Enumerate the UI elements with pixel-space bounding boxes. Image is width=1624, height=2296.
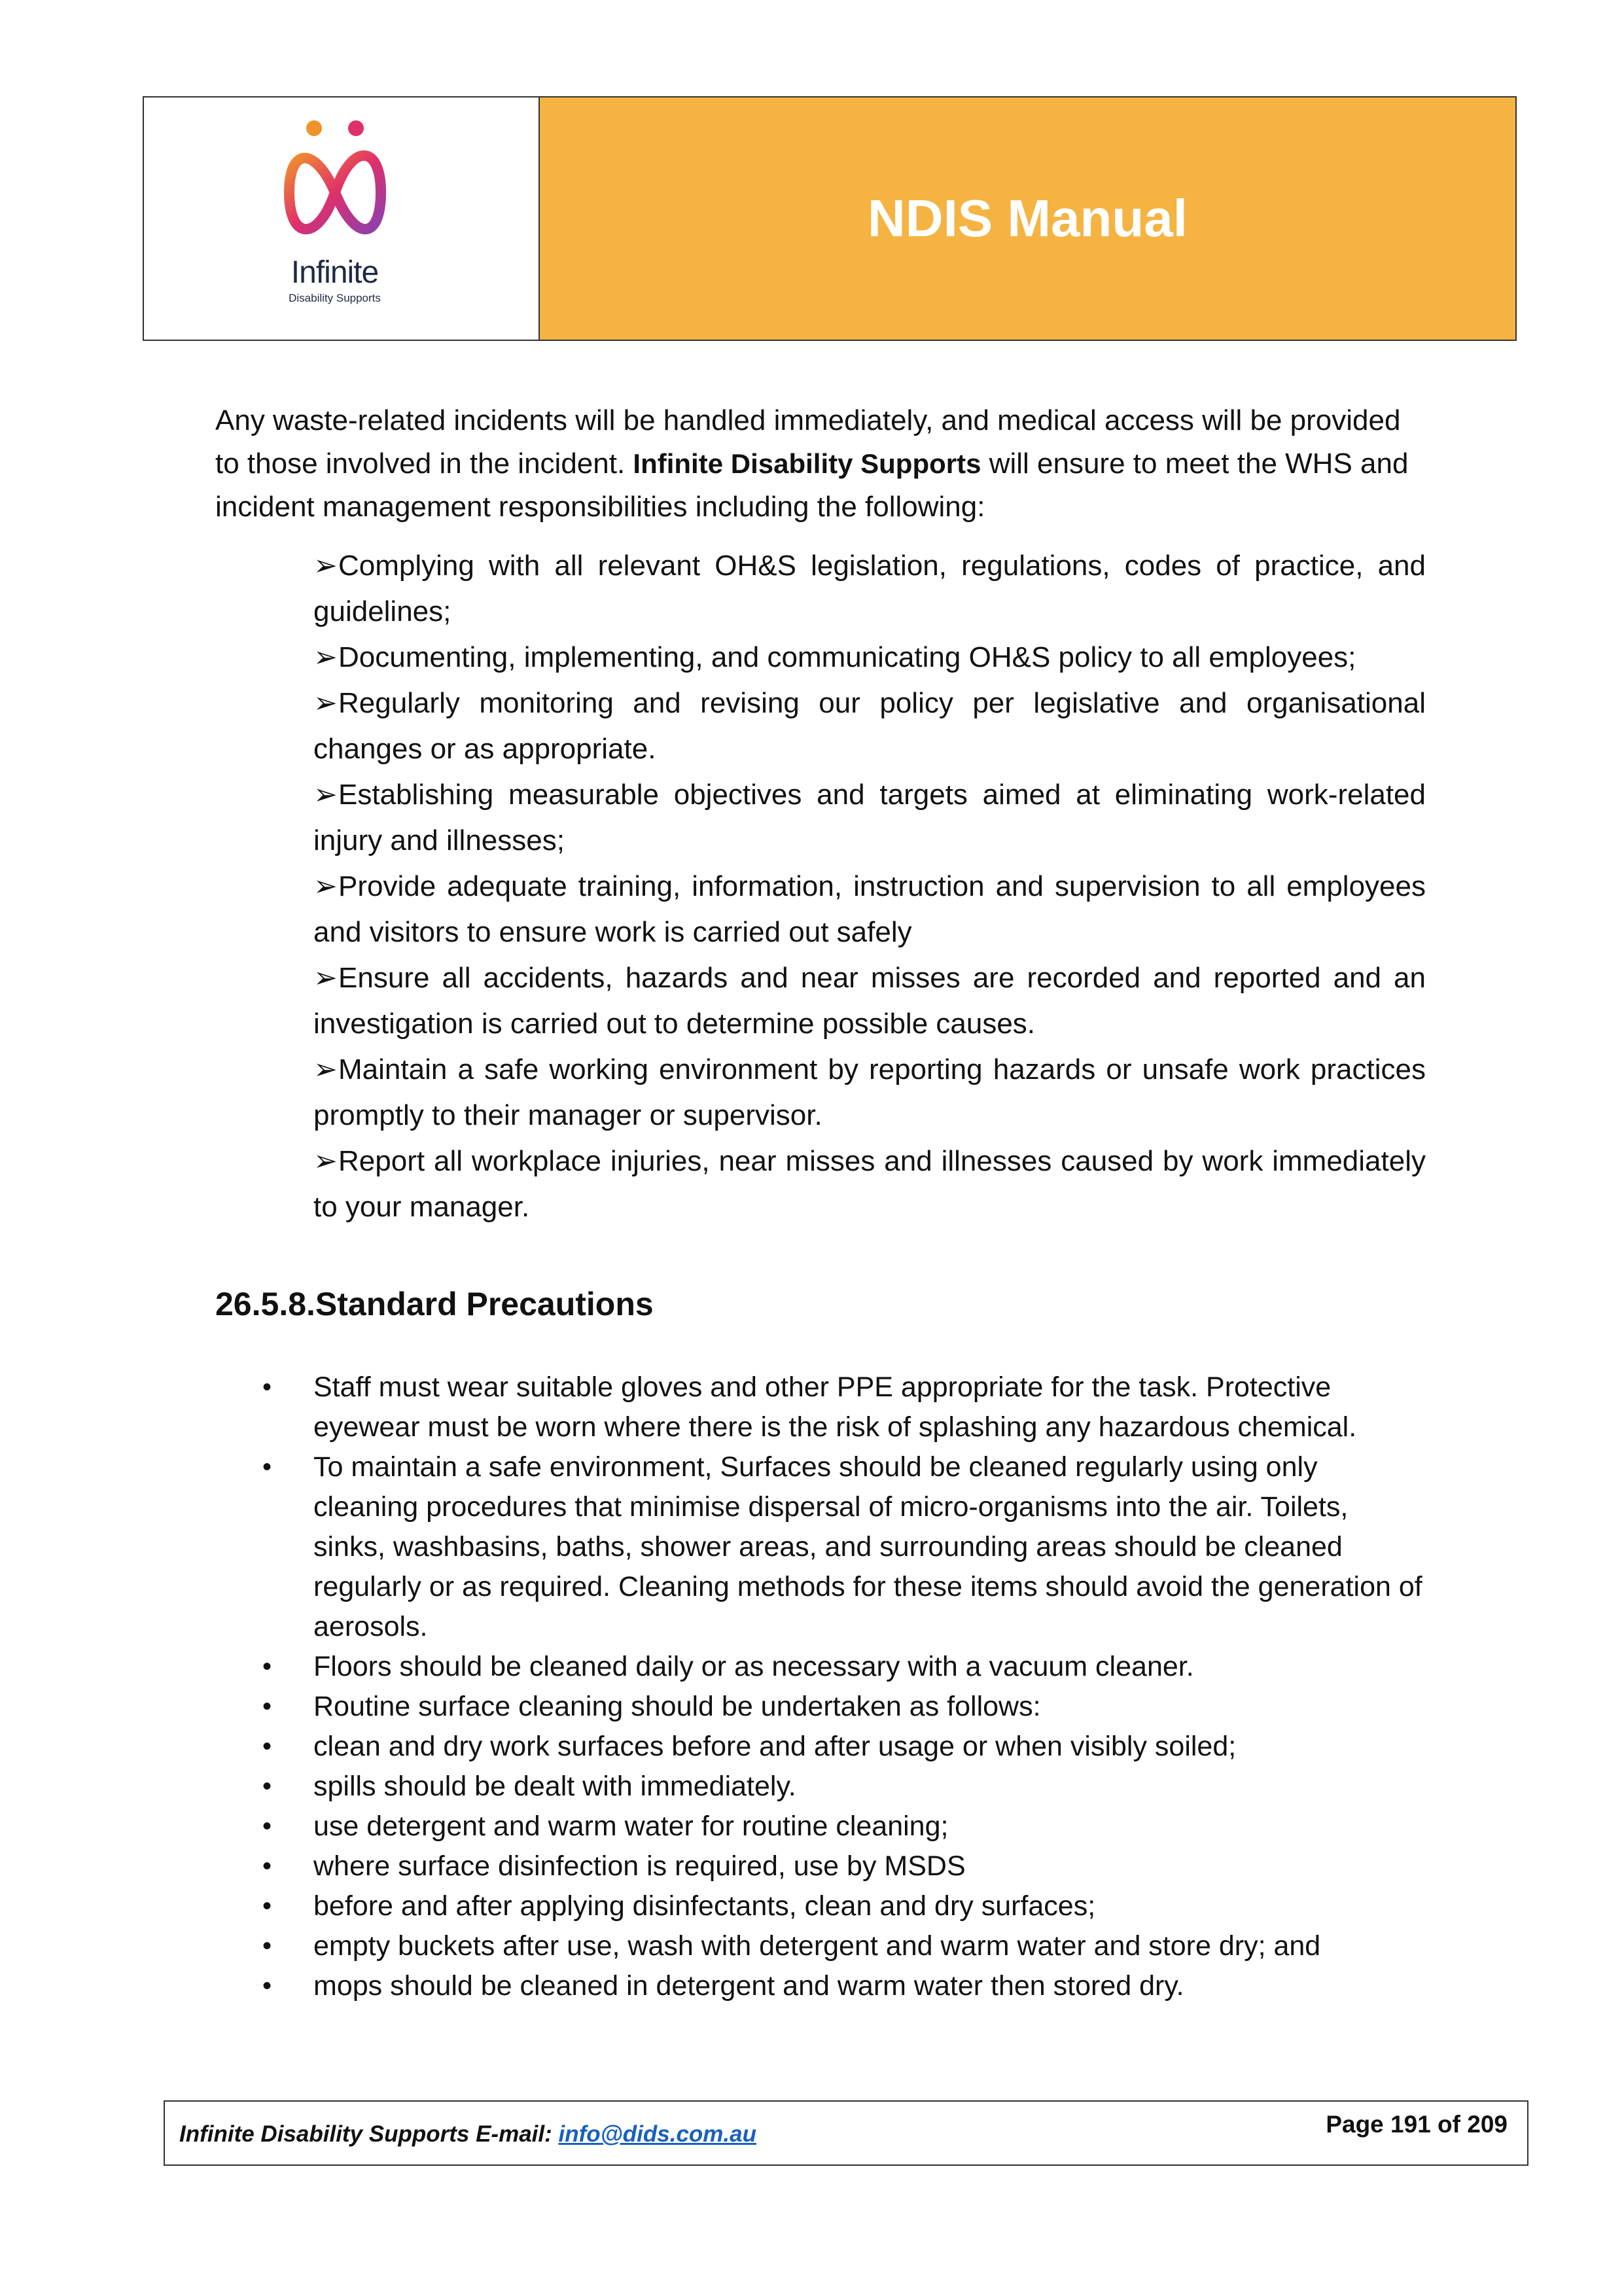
- bullet-icon: •: [262, 1852, 272, 1881]
- bullet-icon: •: [262, 1453, 272, 1481]
- list-item: • clean and dry work surfaces before and after usage or when visibly soiled;: [313, 1727, 1426, 1767]
- logo-cell: [144, 97, 540, 340]
- list-item: • empty buckets after use, wash with detergent and warm water and store dry; and: [313, 1926, 1426, 1966]
- list-item: • use detergent and warm water for routine cleaning;: [313, 1807, 1426, 1846]
- footer-contact: [179, 2121, 756, 2147]
- section-title: Standard Precautions: [315, 1286, 654, 1322]
- bullet-icon: •: [262, 1932, 272, 1960]
- section-number: 26.5.8.: [215, 1286, 315, 1322]
- list-item: ➢Complying with all relevant OH&S legislation, regulations, codes of practice, and guidelines;: [313, 543, 1426, 635]
- page-header: [143, 96, 1517, 341]
- list-item: • Routine surface cleaning should be undertaken as follows:: [313, 1687, 1426, 1727]
- list-item: ➢Establishing measurable objectives and targets aimed at eliminating work-related injury and illnesses;: [313, 772, 1426, 864]
- organisation-name: Infinite Disability Supports: [633, 448, 981, 479]
- list-item: ➢Ensure all accidents, hazards and near misses are recorded and reported and an investigation is carried out to determine possible causes.: [313, 955, 1426, 1047]
- bullet-icon: •: [262, 1812, 272, 1841]
- list-item: ➢Documenting, implementing, and communicating OH&S policy to all employees;: [313, 635, 1426, 680]
- list-item: • where surface disinfection is required, use by MSDS: [313, 1846, 1426, 1886]
- list-item: • Floors should be cleaned daily or as necessary with a vacuum cleaner.: [313, 1647, 1426, 1687]
- list-item: • before and after applying disinfectants, clean and dry surfaces;: [313, 1886, 1426, 1926]
- list-item: ➢Regularly monitoring and revising our policy per legislative and organisational changes or as appropriate.: [313, 680, 1426, 772]
- page-body: [215, 399, 1426, 2006]
- bullet-icon: •: [262, 1373, 272, 1402]
- intro-paragraph: [215, 399, 1426, 529]
- precautions-list: [215, 1368, 1426, 2006]
- arrow-bullet-icon: ➢: [313, 779, 338, 811]
- footer-org-label: Infinite Disability Supports E-mail:: [179, 2121, 559, 2147]
- bullet-icon: •: [262, 1772, 272, 1801]
- logo-wordmark: Infinite: [291, 255, 379, 290]
- list-item: • Staff must wear suitable gloves and other PPE appropriate for the task. Protective eyewear must be worn where there is the risk of splashing any hazardous chemical.: [313, 1368, 1426, 1447]
- bullet-icon: •: [262, 1892, 272, 1920]
- bullet-icon: •: [262, 1971, 272, 2000]
- email-link[interactable]: info@dids.com.au: [558, 2121, 756, 2147]
- arrow-bullet-icon: ➢: [313, 870, 338, 902]
- bullet-icon: •: [262, 1732, 272, 1761]
- list-item: ➢Report all workplace injuries, near misses and illnesses caused by work immediately to your manager.: [313, 1139, 1426, 1230]
- list-item: • mops should be cleaned in detergent and warm water then stored dry.: [313, 1966, 1426, 2006]
- document-title: NDIS Manual: [868, 189, 1188, 247]
- arrow-bullet-icon: ➢: [313, 641, 338, 673]
- bullet-icon: •: [262, 1692, 272, 1721]
- responsibilities-list: [215, 543, 1426, 1230]
- arrow-bullet-icon: ➢: [313, 1145, 338, 1177]
- bullet-icon: •: [262, 1652, 272, 1681]
- intro-text-2: will ensure to meet the WHS and incident management responsibilities including the following:: [215, 448, 1409, 523]
- arrow-bullet-icon: ➢: [313, 1053, 338, 1086]
- list-item: ➢Provide adequate training, information, instruction and supervision to all employees and visitors to ensure work is carried out safely: [313, 864, 1426, 955]
- page-footer: [164, 2100, 1528, 2166]
- arrow-bullet-icon: ➢: [313, 550, 338, 582]
- page-number: Page 191 of 209: [1326, 2111, 1508, 2138]
- list-item: • To maintain a safe environment, Surfaces should be cleaned regularly using only cleaning procedures that minimise dispersal of micro-organisms into the air. Toilets, sinks, washbasins, baths, shower areas, and surrounding areas should be cleaned regularly or as required. Cleaning methods for these items should avoid the generation of aerosols.: [313, 1447, 1426, 1647]
- list-item: • spills should be dealt with immediately.: [313, 1767, 1426, 1807]
- list-item: ➢Maintain a safe working environment by reporting hazards or unsafe work practices promptly to their manager or supervisor.: [313, 1047, 1426, 1139]
- arrow-bullet-icon: ➢: [313, 687, 338, 719]
- section-heading: [215, 1281, 1426, 1327]
- company-logo: [270, 120, 414, 317]
- arrow-bullet-icon: ➢: [313, 962, 338, 994]
- intro-text-1: Any waste-related incidents will be handled immediately, and medical access will be provided to those involved in the incident.: [215, 404, 1401, 480]
- title-cell: [540, 97, 1515, 340]
- logo-subtitle: Disability Supports: [289, 292, 381, 304]
- infinity-logo-icon: [270, 120, 400, 258]
